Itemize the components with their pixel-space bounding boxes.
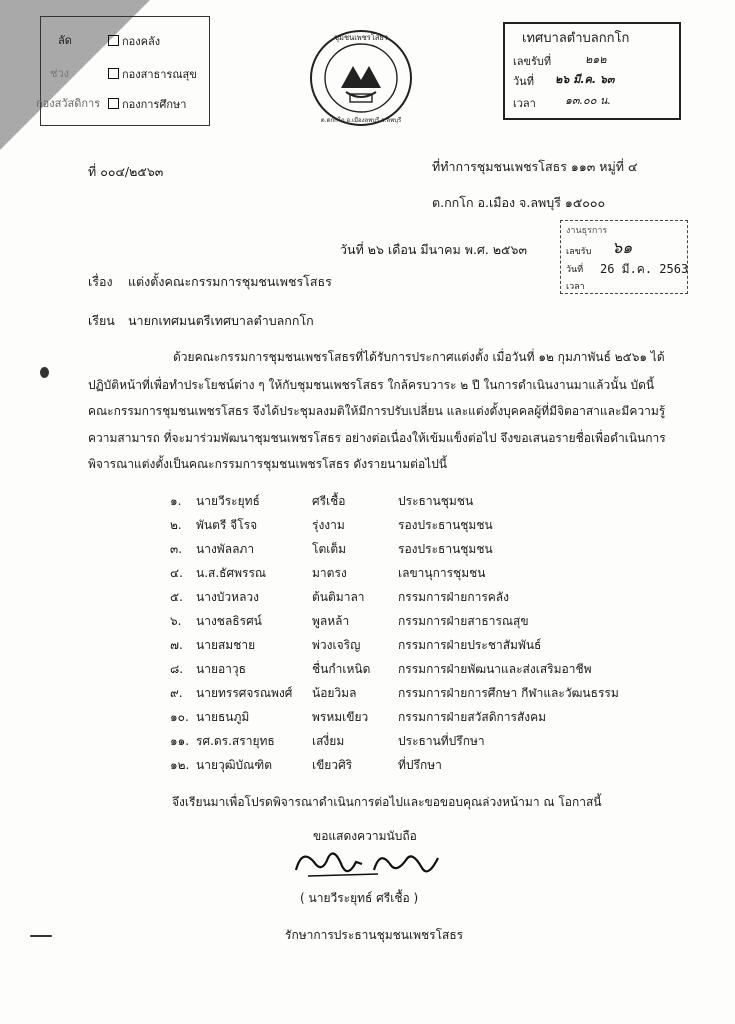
- body-line: ปฏิบัติหน้าที่เพื่อทำประโยชน์ต่าง ๆ ให้กับชุมชนเพชรโสธร ใกล้ครบวาระ ๒ ปี ในการดำเนินงานมาแล้วนั้น บัดนี้: [88, 378, 655, 392]
- registry-date-label: วันที่: [566, 265, 584, 275]
- member-cell: ศรีเชื้อ: [312, 494, 346, 508]
- stamp-title: เทศบาลตำบลกกโก: [522, 31, 630, 46]
- member-cell: ๕.: [170, 590, 183, 604]
- member-cell: พ่วงเจริญ: [312, 638, 361, 652]
- member-cell: ๓.: [170, 542, 183, 556]
- member-cell: ๑๒.: [170, 758, 190, 772]
- member-cell: ๖.: [170, 614, 182, 628]
- subject-text: แต่งตั้งคณะกรรมการชุมชนเพชรโสธร: [128, 274, 332, 289]
- member-cell: ๘.: [170, 662, 184, 676]
- stamp-item: กองคลัง: [108, 35, 160, 47]
- member-cell: นายทรรศจรณพงศ์: [196, 686, 293, 700]
- member-cell: เสงี่ยม: [312, 734, 345, 748]
- member-cell: พรหมเขียว: [312, 710, 369, 724]
- registry-stamp-header: งานธุรการ: [566, 226, 608, 236]
- member-cell: ๑๐.: [170, 710, 189, 724]
- handwritten-signature: [288, 840, 458, 890]
- body-line: คณะกรรมการชุมชนเพชรโสธร จึงได้ประชุมลงมติให้มีการปรับเปลี่ยน และแต่งตั้งบุคคลผู้ที่มีจิตอาสาและมีความรู้: [88, 404, 666, 418]
- member-cell: เลขานุการชุมชน: [398, 566, 486, 580]
- stamp-item: ช่วง: [50, 67, 70, 80]
- regards-text: ขอแสดงความนับถือ: [313, 829, 417, 843]
- member-cell: ๔.: [170, 566, 183, 580]
- member-cell: รองประธานชุมชน: [398, 518, 493, 532]
- member-cell: กรรมการฝ่ายสวัสดิการสังคม: [398, 710, 547, 724]
- member-cell: รองประธานชุมชน: [398, 542, 493, 556]
- member-cell: นายวุฒิบัณฑิต: [196, 758, 273, 772]
- community-seal-icon: [308, 28, 414, 128]
- document-date: วันที่ ๒๖ เดือน มีนาคม พ.ศ. ๒๕๖๓: [340, 242, 527, 257]
- signer-title: รักษาการประธานชุมชนเพชรโสธร: [285, 928, 464, 942]
- stamp-time-label: เวลา: [513, 97, 536, 110]
- document-number: ที่ ๐๐๔/๒๕๖๓: [88, 164, 164, 179]
- member-cell: นายสมชาย: [196, 638, 256, 652]
- member-cell: น.ส.ธัศพรรณ: [196, 566, 267, 580]
- member-cell: นางพัลลภา: [196, 542, 255, 556]
- member-cell: นายธนภูมิ: [196, 710, 250, 724]
- registry-time-label: เวลา: [566, 282, 585, 292]
- body-line: ด้วยคณะกรรมการชุมชนเพชรโสธรที่ได้รับการประกาศแต่งตั้ง เมื่อวันที่ ๑๒ กุมภาพันธ์ ๒๕๖๑ ได้: [173, 350, 665, 364]
- member-cell: กรรมการฝ่ายประชาสัมพันธ์: [398, 638, 542, 652]
- member-cell: เขียวศิริ: [312, 758, 353, 772]
- registry-no-value: ๖๑: [612, 238, 633, 257]
- stamp-date-value: ๒๖ มี.ค. ๖๓: [555, 73, 615, 86]
- member-cell: ๒.: [170, 518, 182, 532]
- member-cell: พันตรี จีโรจ: [196, 518, 258, 532]
- member-cell: รุ่งงาม: [312, 518, 345, 532]
- member-cell: ที่ปรึกษา: [398, 758, 442, 772]
- stamp-item: กองสาธารณสุข: [108, 68, 197, 80]
- address-line-1: ที่ทำการชุมชนเพชรโสธร ๑๑๓ หมู่ที่ ๔: [432, 159, 638, 174]
- member-cell: ๙.: [170, 686, 183, 700]
- recipient-text: นายกเทศมนตรีเทศบาลตำบลกกโก: [128, 313, 314, 328]
- registry-date-value: 26 มี.ค. 2563: [600, 262, 689, 276]
- ink-mark: [30, 935, 52, 937]
- member-cell: นางชลธิรศน์: [196, 614, 262, 628]
- seal-bottom-text: ต.ตกกโก อ.เมืองลพบุรี จ.ลพบุรี: [320, 117, 402, 124]
- member-cell: กรรมการฝ่ายการศึกษา กีฬาและวัฒนธรรม: [398, 686, 619, 700]
- signer-name: ( นายวีระยุทธ์ ศรีเชื้อ ): [300, 891, 419, 905]
- member-cell: ๑๑.: [170, 734, 190, 748]
- body-line: ความสามารถ ที่จะมาร่วมพัฒนาชุมชนเพชรโสธร อย่างต่อเนื่องให้เข้มแข็งต่อไป จึงขอเสนอรายชื่อเพื่อดำเนินการ: [88, 431, 666, 445]
- member-cell: นายอาวุธ: [196, 662, 246, 676]
- member-cell: มาตรง: [312, 566, 347, 580]
- stamp-time-value: ๑๓.๐๐ น.: [565, 94, 611, 107]
- member-cell: กรรมการฝ่ายพัฒนาและส่งเสริมอาชีพ: [398, 662, 592, 676]
- member-cell: โตเต็ม: [312, 542, 347, 556]
- member-cell: กรรมการฝ่ายสาธารณสุข: [398, 614, 529, 628]
- punch-hole: [40, 367, 49, 378]
- closing-text: จึงเรียนมาเพื่อโปรดพิจารณาดำเนินการต่อไปและขอขอบคุณล่วงหน้ามา ณ โอกาสนี้: [172, 795, 602, 809]
- member-cell: พูลหล้า: [312, 614, 350, 628]
- stamp-no-label: เลขรับที่: [513, 55, 552, 68]
- member-cell: ชื่นกำเหนิด: [312, 662, 371, 676]
- member-cell: นางบัวหลวง: [196, 590, 260, 604]
- checkbox-icon: [108, 35, 119, 46]
- stamp-date-label: วันที่: [513, 75, 534, 88]
- member-cell: นายวีระยุทธ์: [196, 494, 260, 508]
- member-cell: ประธานชุมชน: [398, 494, 474, 508]
- member-cell: ๑.: [170, 494, 182, 508]
- member-cell: น้อยวิมล: [312, 686, 357, 700]
- stamp-item: กองการศึกษา: [108, 98, 186, 110]
- member-cell: ต้นติมาลา: [312, 590, 365, 604]
- member-cell: รศ.ดร.สรายุทธ: [196, 734, 275, 748]
- member-cell: ๗.: [170, 638, 183, 652]
- registry-no-label: เลขรับ: [566, 247, 592, 257]
- stamp-item: กองสวัสดิการ: [36, 97, 101, 110]
- seal-top-text: ชุมชนเพชรโสธร: [333, 33, 389, 42]
- stamp-item: ลัด: [58, 34, 72, 47]
- member-cell: กรรมการฝ่ายการคลัง: [398, 590, 510, 604]
- checkbox-icon: [108, 98, 119, 109]
- checkbox-icon: [108, 68, 119, 79]
- address-line-2: ต.กกโก อ.เมือง จ.ลพบุรี ๑๕๐๐๐: [432, 195, 606, 210]
- recipient-label: เรียน: [88, 313, 115, 328]
- subject-label: เรื่อง: [88, 274, 113, 289]
- stamp-no-value: ๒๑๒: [585, 53, 607, 66]
- member-cell: ประธานที่ปรึกษา: [398, 734, 485, 748]
- body-line: พิจารณาแต่งตั้งเป็นคณะกรรมการชุมชนเพชรโสธร ดังรายนามต่อไปนี้: [88, 457, 448, 471]
